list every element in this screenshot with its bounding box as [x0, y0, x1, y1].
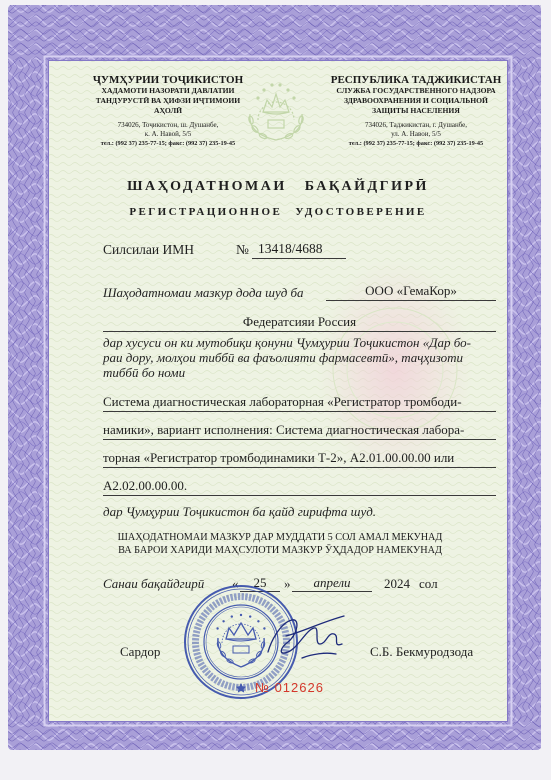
statement-line: раи дору, молҳои тиббӣ ва фаъолияти фармасевтӣ», таҷҳизоти — [103, 350, 464, 365]
header-right-agency-line: ЗАЩИТЫ НАСЕЛЕНИЯ — [372, 106, 460, 115]
serial-digits: 012626 — [274, 680, 324, 695]
header-left-address-line: 734026, Тоҷикистон, ш. Душанбе, — [117, 121, 219, 129]
header-right-agency-line: ЗДРАВООХРАНЕНИЯ И СОЦИАЛЬНОЙ — [344, 96, 488, 105]
serial-sign: № — [255, 680, 270, 695]
registration-date-label: Санаи бақайдгирӣ — [103, 576, 205, 591]
certificate-subtitle: РЕГИСТРАЦИОННОЕ УДОСТОВЕРЕНИЕ — [129, 206, 427, 218]
header-right-address-line: 734026, Таджикистан, г. Душанбе, — [364, 121, 468, 129]
product-name-line: А2.02.00.00.00. — [103, 475, 496, 496]
product-name-line: Система диагностическая лабораторная «Регистратор тромбоди- — [103, 391, 496, 412]
header-right-address — [324, 121, 508, 148]
header-tajik-block — [76, 74, 260, 148]
number-sign: № — [236, 242, 249, 257]
registration-year-word: сол — [419, 576, 438, 591]
signatory-name: С.Б. Бекмуродзода — [370, 644, 474, 659]
registered-statement: дар Ҷумҳурии Тоҷикистон ба қайд гирифта шуд. — [103, 504, 377, 519]
certificate-number: 13418/4688 — [252, 240, 346, 259]
series-label: Силсилаи ИМН — [103, 242, 195, 257]
header-left-country: ҶУМҲУРИИ ТОҶИКИСТОН — [92, 74, 244, 86]
header-left-address — [76, 121, 260, 148]
company-country: Федератсияи Россия — [103, 313, 496, 332]
handwritten-signature — [262, 608, 348, 668]
signatory-title: Сардор — [120, 644, 161, 659]
header-left-agency-line: АҲОЛӢ — [153, 106, 183, 115]
certificate-title: ШАҲОДАТНОМАИ БАҚАЙДГИРӢ — [127, 179, 429, 194]
date-close-quote: » — [284, 576, 291, 591]
header-left-phone: тел.: (992 37) 235-77-15; факс: (992 37) 235-19-45 — [100, 140, 236, 147]
header-left-agency-line: ХАДАМОТИ НАЗОРАТИ ДАВЛАТИИ — [101, 86, 235, 95]
validity-notice-line: ВА БАРОИ ХАРИДИ МАҲСУЛОТИ МАЗКУР ӮҲДАДОР НАМЕКУНАД — [118, 545, 442, 556]
header-right-phone: тел.: (992 37) 235-77-15; факс: (992 37) 235-19-45 — [348, 140, 484, 147]
header-right-address-line: ул. А. Навои, 5/5 — [391, 130, 441, 138]
header-right-country: РЕСПУБЛИКА ТАДЖИКИСТАН — [330, 74, 502, 86]
product-name-line: торная «Регистратор тромбодинамики Т-2», А2.01.00.00.00 или — [103, 447, 496, 468]
statement-line: дар хусуси он ки мутобиқи қонуни Ҷумҳурии Тоҷикистон «Дар бо- — [103, 335, 471, 350]
statement-line: тиббӣ бо номи — [103, 365, 186, 380]
registration-year: 2024 — [384, 576, 410, 591]
issued-to-label: Шаҳодатномаи мазкур дода шуд ба — [103, 285, 304, 300]
header-left-address-line: к. А. Навоӣ, 5/5 — [144, 130, 192, 138]
registration-day: 25 — [240, 573, 280, 592]
validity-notice-line: ШАҲОДАТНОМАИ МАЗКУР ДАР МУДДАТИ 5 СОЛ АМАЛ МЕКУНАД — [117, 532, 443, 543]
registration-month: апрели — [292, 573, 372, 592]
serial-number — [255, 680, 324, 696]
company-name: ООО «ГемаКор» — [326, 282, 496, 301]
header-left-agency-line: ТАНДУРУСТӢ ВА ҲИФЗИ ИҶТИМОИИ — [95, 96, 241, 105]
header-right-agency-line: СЛУЖБА ГОСУДАРСТВЕННОГО НАДЗОРА — [336, 86, 496, 95]
header-russian-block — [324, 74, 508, 148]
product-name-line: намики», вариант исполнения: Система диагностическая лабора- — [103, 419, 496, 440]
date-open-quote: « — [232, 576, 239, 591]
